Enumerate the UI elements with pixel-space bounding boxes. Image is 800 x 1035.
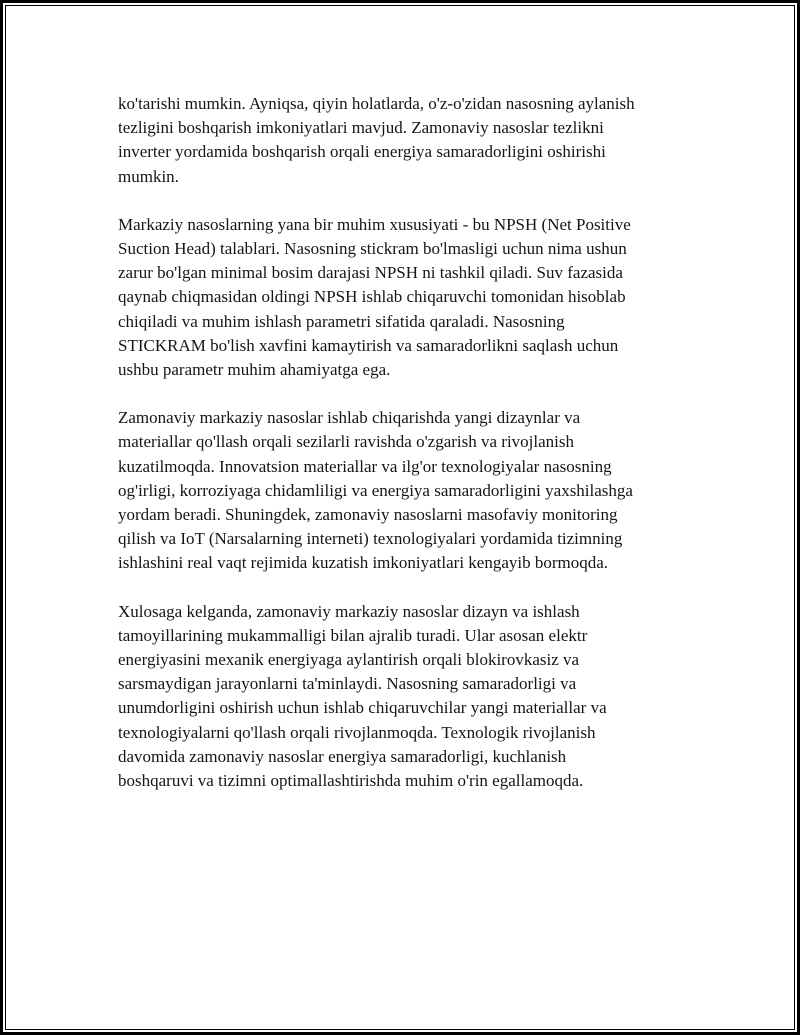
paragraph-line: davomida zamonaviy nasoslar energiya samaradorligi, kuchlanish [118, 746, 567, 766]
paragraph-line: Xulosaga kelganda, zamonaviy markaziy nasoslar dizayn va ishlash [118, 601, 580, 621]
paragraph-line: STICKRAM bo'lish xavfini kamaytirish va samaradorlikni saqlash uchun [118, 335, 619, 355]
paragraph-line: materiallar qo'llash orqali sezilarli ravishda o'zgarish va rivojlanish [118, 432, 575, 452]
paragraph-line: tamoyillarining mukammalligi bilan ajralib turadi. Ular asosan elektr [118, 625, 588, 645]
paragraph-3 [118, 406, 778, 575]
paragraph-line: kuzatilmoqda. Innovatsion materiallar va ilg'or texnologiyalar nasosning [118, 456, 612, 476]
paragraph-4 [118, 600, 778, 794]
paragraph-line: ushbu parametr muhim ahamiyatga ega. [118, 360, 391, 380]
paragraph-2 [118, 213, 778, 382]
document-body [118, 92, 778, 817]
paragraph-line: sarsmaydigan jarayonlarni ta'minlaydi. Nasosning samaradorligi va [118, 674, 577, 694]
paragraph-line: ko'tarishi mumkin. Ayniqsa, qiyin holatlarda, o'z-o'zidan nasosning aylanish [118, 94, 635, 113]
paragraph-line: mumkin. [118, 166, 179, 186]
paragraph-line: Zamonaviy markaziy nasoslar ishlab chiqarishda yangi dizaynlar va [118, 408, 581, 428]
paragraph-line: chiqiladi va muhim ishlash parametri sifatida qaraladi. Nasosning [118, 311, 565, 331]
paragraph-line: texnologiyalarni qo'llash orqali rivojlanmoqda. Texnologik rivojlanish [118, 722, 596, 742]
paragraph-line: boshqaruvi va tizimni optimallashtirishda muhim o'rin egallamoqda. [118, 771, 584, 791]
paragraph-line: ishlashini real vaqt rejimida kuzatish imkoniyatlari kengayib bormoqda. [118, 553, 609, 573]
paragraph-line: Markaziy nasoslarning yana bir muhim xususiyati - bu NPSH (Net Positive [118, 214, 631, 234]
paragraph-line: qaynab chiqmasidan oldingi NPSH ishlab chiqaruvchi tomonidan hisoblab [118, 287, 626, 307]
paragraph-line: energiyasini mexanik energiyaga aylantirish orqali blokirovkasiz va [118, 650, 580, 670]
paragraph-line: og'irligi, korroziyaga chidamliligi va energiya samaradorligini yaxshilashga [118, 480, 633, 500]
paragraph-line: zarur bo'lgan minimal bosim darajasi NPSH ni tashkil qiladi. Suv fazasida [118, 263, 623, 283]
paragraph-line: yordam beradi. Shuningdek, zamonaviy nasoslarni masofaviy monitoring [118, 505, 618, 525]
paragraph-line: Suction Head) talablari. Nasosning stickram bo'lmasligi uchun nima ushun [118, 239, 627, 259]
paragraph-line: qilish va IoT (Narsalarning interneti) texnologiyalari yordamida tizimning [118, 529, 623, 549]
paragraph-1 [118, 92, 778, 189]
paragraph-line: inverter yordamida boshqarish orqali energiya samaradorligini oshirishi [118, 142, 606, 162]
paragraph-line: unumdorligini oshirish uchun ishlab chiqaruvchilar yangi materiallar va [118, 698, 607, 718]
paragraph-line: tezligini boshqarish imkoniyatlari mavjud. Zamonaviy nasoslar tezlikni [118, 118, 604, 138]
